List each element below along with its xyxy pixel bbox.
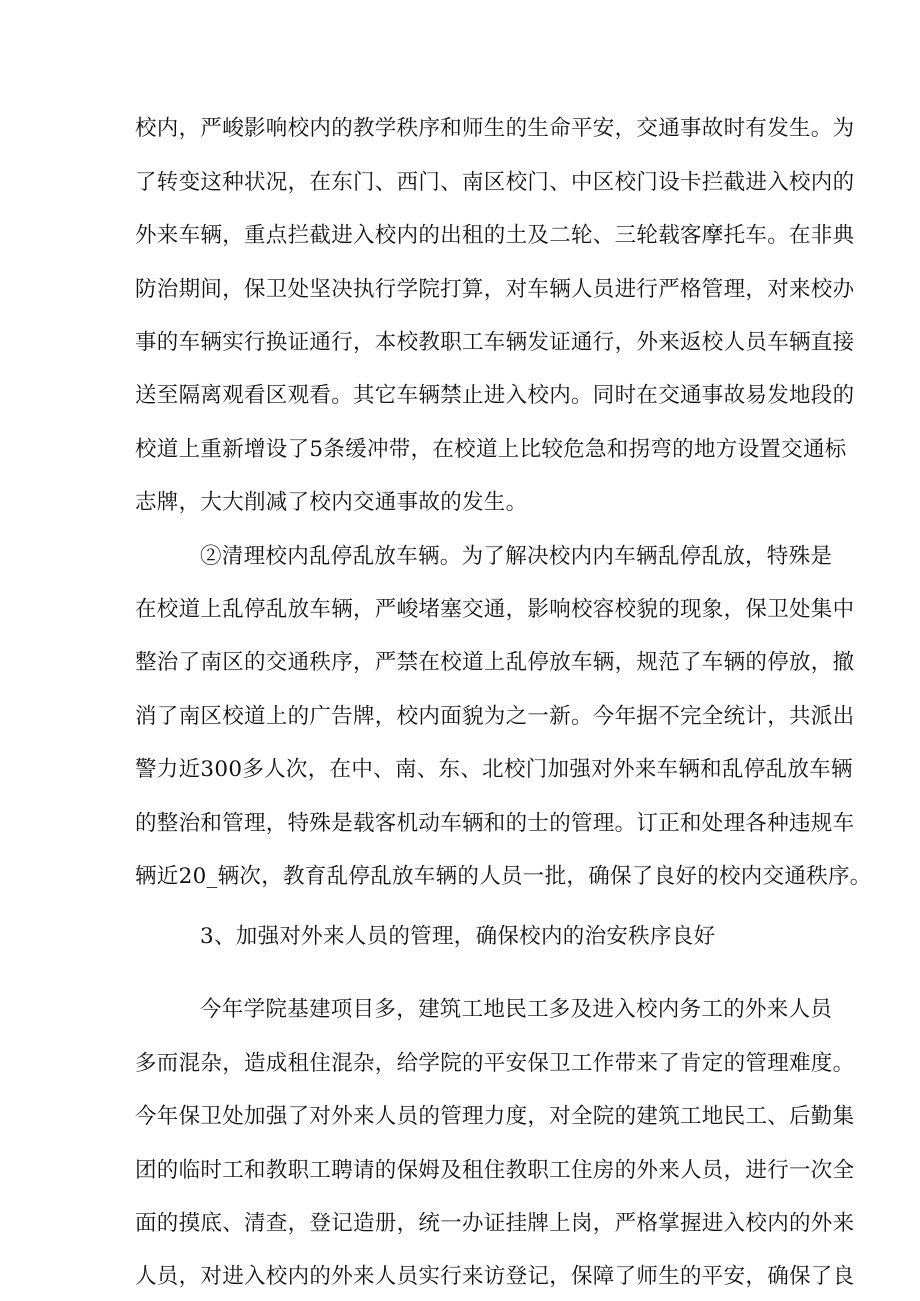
text-line: 团的临时工和教职工聘请的保姆及租住教职工住房的外来人员，进行一次全 [135, 1158, 855, 1183]
text-line: 警力近300多人次，在中、南、东、北校门加强对外来车辆和乱停乱放车辆 [135, 757, 853, 782]
text-line: 今年保卫处加强了对外来人员的管理力度，对全院的建筑工地民工、后勤集 [135, 1104, 855, 1129]
text-line: 面的摸底、清查，登记造册，统一办证挂牌上岗，严格掌握进入校内的外来 [135, 1211, 855, 1236]
text-line: 今年学院基建项目多，建筑工地民工多及进入校内务工的外来人员 [200, 997, 833, 1022]
text-line: 志牌，大大削减了校内交通事故的发生。 [135, 490, 528, 515]
text-line: 事的车辆实行换证通行，本校教职工车辆发证通行，外来返校人员车辆直接 [135, 330, 855, 355]
text-line: 整治了南区的交通秩序，严禁在校道上乱停放车辆，规范了车辆的停放，撤 [135, 650, 855, 675]
text-line: 的整治和管理，特殊是载客机动车辆和的士的管理。订正和处理各种违规车 [135, 811, 855, 836]
text-line: 在校道上乱停乱放车辆，严峻堵塞交通，影响校容校貌的现象，保卫处集中 [135, 597, 855, 622]
text-line: 多而混杂，造成租住混杂，给学院的平安保卫工作带来了肯定的管理难度。 [135, 1051, 855, 1076]
text-line: 防治期间，保卫处坚决执行学院打算，对车辆人员进行严格管理，对来校办 [135, 277, 855, 302]
text-line: 校道上重新增设了5条缓冲带，在校道上比较危急和拐弯的地方设置交通标 [135, 437, 847, 462]
section-heading: 3、加强对外来人员的管理，确保校内的治安秩序良好 [200, 924, 716, 949]
text-line: 人员，对进入校内的外来人员实行来访登记，保障了师生的平安，确保了良 [135, 1264, 855, 1289]
text-line: 辆近20_辆次，教育乱停乱放车辆的人员一批，确保了良好的校内交通秩序。 [135, 864, 872, 889]
text-line: 送至隔离观看区观看。其它车辆禁止进入校内。同时在交通事故易发地段的 [135, 383, 855, 408]
text-line: 了转变这种状况，在东门、西门、南区校门、中区校门设卡拦截进入校内的 [135, 170, 855, 195]
text-line: ②清理校内乱停乱放车辆。为了解决校内内车辆乱停乱放，特殊是 [200, 544, 833, 569]
text-line: 校内，严峻影响校内的教学秩序和师生的生命平安，交通事故时有发生。为 [135, 116, 855, 141]
text-line: 外来车辆，重点拦截进入校内的出租的土及二轮、三轮载客摩托车。在非典 [135, 223, 855, 248]
text-line: 消了南区校道上的广告牌，校内面貌为之一新。今年据不完全统计，共派出 [135, 704, 855, 729]
